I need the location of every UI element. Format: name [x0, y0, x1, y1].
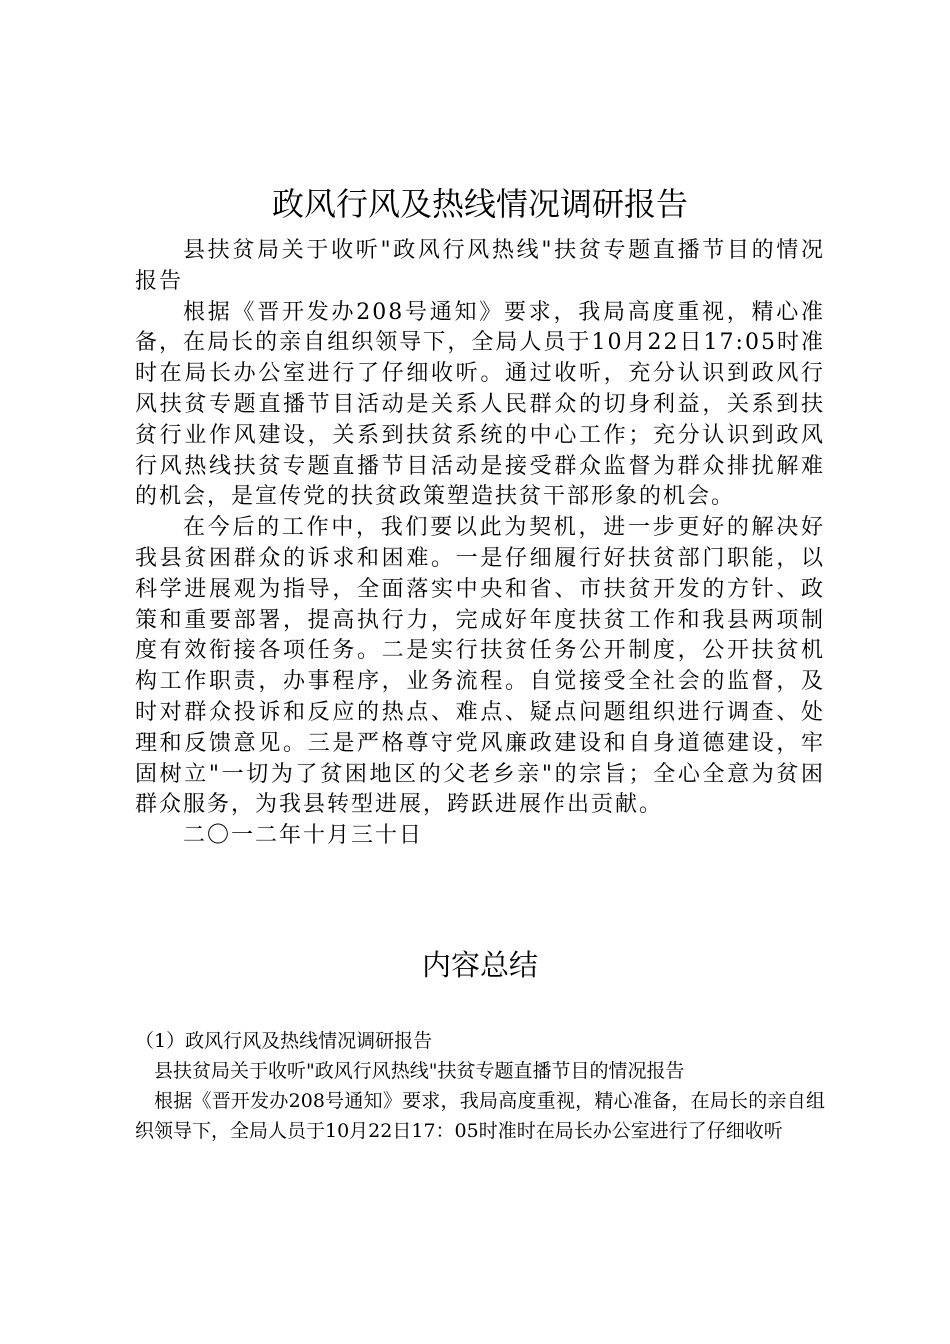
paragraph-heading: 县扶贫局关于收听"政风行风热线"扶贫专题直播节目的情况报告	[135, 238, 825, 294]
document-date: 二〇一二年十月三十日	[183, 823, 424, 849]
document-body	[135, 236, 825, 852]
paragraph-2: 在今后的工作中，我们要以此为契机，进一步更好的解决好我县贫困群众的诉求和困难。一是仔细履行好扶贫部门职能，以科学进展观为指导，全面落实中央和省、市扶贫开发的方针、政策和重要部署，提高执行力，完成好年度扶贫工作和我县两项制度有效衔接各项任务。二是实行扶贫任务公开制度，公开扶贫机构工作职责，办事程序，业务流程。自觉接受全社会的监督，及时对群众投诉和反应的热点、难点、疑点问题组织进行调查、处理和反馈意见。三是严格尊守党风廉政建设和自身道德建设，牢固树立"一切为了贫困地区的父老乡亲"的宗旨；全心全意为贫困群众服务，为我县转型进展，跨跃进展作出贡献。	[135, 515, 825, 818]
document-title: 政风行风及热线情况调研报告	[271, 185, 688, 223]
summary-body	[135, 1026, 825, 1146]
summary-line-2: 县扶贫局关于收听"政风行风热线"扶贫专题直播节目的情况报告	[154, 1060, 685, 1082]
summary-title: 内容总结	[421, 948, 538, 982]
paragraph-1: 根据《晋开发办208号通知》要求，我局高度重视，精心准备，在局长的亲自组织领导下，全局人员于10月22日17:05时准时在局长办公室进行了仔细收听。通过收听，充分认识到政风行风扶贫专题直播节目活动是关系人民群众的切身利益，关系到扶贫行业作风建设，关系到扶贫系统的中心工作；充分认识到政风行风热线扶贫专题直播节目活动是接受群众监督为群众排扰解难的机会，是宣传党的扶贫政策塑造扶贫干部形象的机会。	[135, 299, 825, 510]
summary-line-3: 根据《晋开发办208号通知》要求，我局高度重视，精心准备，在局长的亲自组织领导下，全局人员于10月22日17：05时准时在局长办公室进行了仔细收听	[135, 1090, 825, 1142]
summary-line-1: （1）政风行风及热线情况调研报告	[135, 1030, 433, 1052]
